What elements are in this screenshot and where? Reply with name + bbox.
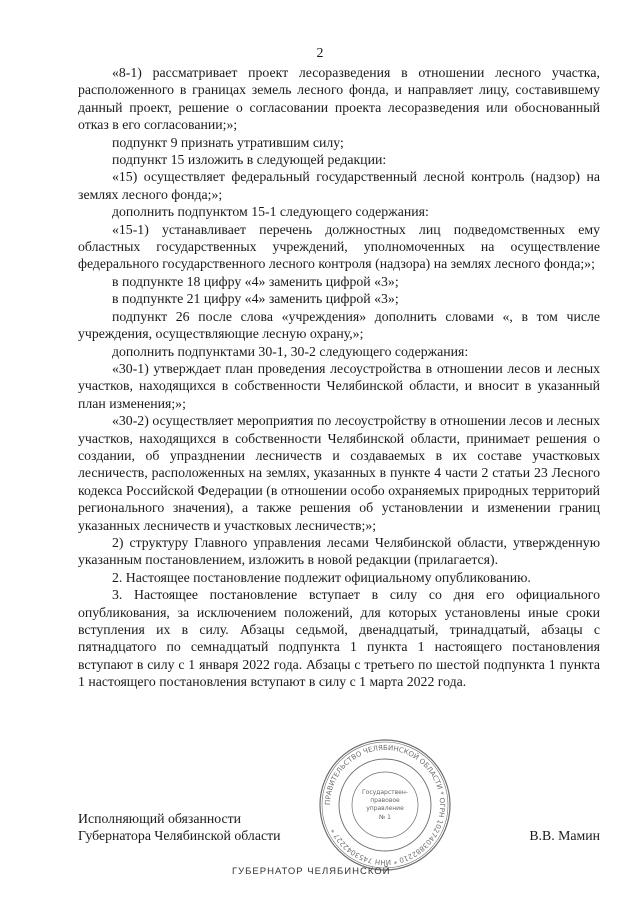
page-number: 2 <box>316 46 324 61</box>
paragraph: «30-1) утверждает план проведения лесоустройства в отношении лесов и лесных участков, находящихся в собственности Челябинской области, и вносит в указанный план изменения;»; <box>78 360 600 411</box>
paragraph: дополнить подпунктом 15-1 следующего содержания: <box>112 204 429 220</box>
official-seal-icon <box>318 738 452 872</box>
paragraph: 3. Настоящее постановление вступает в силу со дня его официального опубликования, за исключением положений, для которых установлены иные сроки вступления их в силу. Абзацы седьмой, двенадцатый, тринадцатый, абзацы с пятнадцатого по семнадцатый подпункта 1 пункта 1 настоящего постановления вступают в силу с 1 января 2022 года. Абзацы с третьего по шестой подпункта 1 пункта 1 настоящего постановления вступают в силу с 1 марта 2022 года. <box>78 587 600 690</box>
seal-inner-text: № 1 <box>379 814 391 821</box>
paragraph: «8-1) рассматривает проект лесоразведения в отношении лесного участка, расположенного в границах земель лесного фонда, и направляет лицу, составившему данный проект, решение о согласовании проекта лесоразведения или обоснованный отказ в его согласовании;»; <box>78 65 600 133</box>
paragraph: «15) осуществляет федеральный государственный лесной контроль (надзор) на землях лесного фонда;»; <box>78 169 600 202</box>
signatory-title-line1: Исполняющий обязанности <box>78 811 241 826</box>
paragraph: в подпункте 18 цифру «4» заменить цифрой «3»; <box>112 273 399 289</box>
seal-inner-text: управление <box>366 805 404 812</box>
paragraph: в подпункте 21 цифру «4» заменить цифрой «3»; <box>112 291 399 307</box>
paragraph: 2) структуру Главного управления лесами Челябинской области, утвержденную указанным постановлением, изложить в новой редакции (прилагается). <box>78 534 600 568</box>
seal-outer-text: ПРАВИТЕЛЬСТВО ЧЕЛЯБИНСКОЙ ОБЛАСТИ * ОГРН 1027403882210 * ИНН 7453042227 * <box>323 743 447 867</box>
paragraph: 2. Настоящее постановление подлежит официальному опубликованию. <box>112 569 531 585</box>
footer-stamp: ГУБЕРНАТОР ЧЕЛЯБИНСКОЙ <box>232 866 391 877</box>
seal-inner-text: правовое <box>370 797 400 804</box>
paragraph: подпункт 15 изложить в следующей редакции: <box>112 152 387 168</box>
paragraph: «15-1) устанавливает перечень должностных лиц подведомственных ему областных государственных учреждений, уполномоченных на осуществление федерального государственного лесного контроля (надзора) на землях лесного фонда;»; <box>78 221 600 272</box>
paragraph: подпункт 9 признать утратившим силу; <box>112 134 344 150</box>
paragraph: подпункт 26 после слова «учреждения» дополнить словами «, в том числе учреждения, осуществляющие лесную охрану,»; <box>78 308 600 342</box>
signatory-name: В.В. Мамин <box>529 828 600 843</box>
document-body <box>78 64 600 691</box>
signatory-title-line2: Губернатора Челябинской области <box>78 828 281 844</box>
seal-inner-text: Государствен- <box>362 789 408 796</box>
paragraph: дополнить подпунктами 30-1, 30-2 следующего содержания: <box>112 343 469 359</box>
paragraph: «30-2) осуществляет мероприятия по лесоустройству в отношении лесов и лесных участков, находящихся в собственности Челябинской области, принимает решения о создании, об упразднении лесничеств и создаваемых в их составе участковых лесничеств, расположенных на землях, указанных в пункте 4 части 2 статьи 23 Лесного кодекса Российской Федерации (в отношении особо охраняемых природных территорий регионального значения), а также решения об установлении и изменении границ указанных лесничеств и участковых лесничеств;»; <box>78 413 600 533</box>
